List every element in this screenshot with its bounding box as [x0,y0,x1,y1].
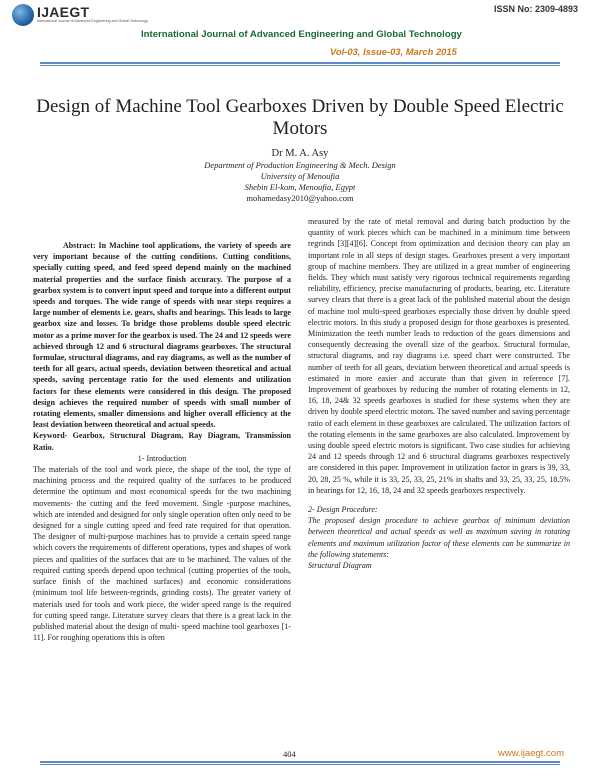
left-column [33,240,291,643]
author-university: University of Menoufia [260,171,340,181]
page-number: 404 [283,749,296,759]
structural-diagram-label: Structural Diagram [308,561,372,571]
author-email[interactable]: mohamedasy2010@yahoo.com [246,193,354,203]
author-location: Shebin El-kom, Menoufia, Egypt [244,182,356,192]
footer-divider-thin [40,764,560,765]
section-heading-design-procedure: 2- Design Procedure: [308,505,378,515]
globe-icon [12,4,34,26]
header-divider-thin [40,65,560,66]
paper-title: Design of Machine Tool Gearboxes Driven by Double Speed Electric Motors [36,96,564,139]
right-paragraph: measured by the rate of metal removal and during batch production by the quantity of work pieces which can be machined in a minimum time between regrinds [3][4][6]. Concept from optimization and decision theory can play an important role in all steps of design stages. Gearboxes present a very important group of machine members. They are utilized in a great number of engineering fields. They which must satisfy very rigorous technical requirements regarding reliability, efficiency, precise manufacturing of products, bearing, etc. Literature survey clears that there is a great lack of the published material about the design of machine tool multi-speed gearboxes especially those driven by double speed electric motors. In this study a proposed design for those gearboxes is presented. Minimization the teeth number leads to reduction of the gears dimensions and consequently decreasing the overall size of the gearbox. Structural formulae, structural diagrams, and ray diagrams i.e. speed chart were constructed. The number of teeth for all gears, deviation between theoretical and actual speeds is estimated in more easier and accurate than that given in reference [7]. Improvement of gearboxes by reducing the number of rotating elements in 12, 16, 18, 24& 32 speeds gearboxes is studied for these systems when they are driven by double speed electric motors. The saved number and saving percentage ratio of each element in these gearboxes are calculated. The utilization factors of the rotating elements in the same gearboxes are also calculated. Improvement by using double speed electric motors is significant. Two case studies for achieving 24 and 12 speeds through 12 and 6 structural diagrams gearboxes respectively are considered in this paper. Improvement in utilization factor in gears is 39, 33, 20, 28, 25 %, while it is 33, 25, 33, 25, 21% in shafts and 33, 25, 33, 25, 18.5% in bearings for 12, 16, 18, 24 and 32 speeds gearboxes respectively. [308,217,570,495]
right-column [308,216,570,571]
volume-info: Vol-03, Issue-03, March 2015 [330,46,457,57]
issn-number: ISSN No: 2309-4893 [493,4,578,14]
header-divider [40,62,560,64]
journal-logo [12,4,149,30]
footer-divider [40,761,560,763]
section-heading-introduction: 1- Introduction [137,453,187,463]
keywords: Keyword- Gearbox, Structural Diagram, Ray Diagram, Transmission Ratio. [33,431,291,452]
footer-website[interactable]: www.ijaegt.com [498,748,564,759]
introduction-text: The materials of the tool and work piece, the shape of the tool, the type of machining process and the required quality of the surfaces to be produced determine the optimum and most economical speeds for the two machining movements- the cutting and the feed movement. Single -purpose machines, which are intended and designed for only single operation often only need to be designed for a single cutting speed and feed rate required for that operation. The designer of multi-purpose machines has to provide a certain speed range which covers the requirements of different operations, types and shapes of work pieces and qualities of the surfaces that are to be machined. The values of the required cutting speeds depend upon technical (cutting properties of the tools, surface finish of the machined surfaces) and economic considerations (minimum tool life between-regrinds, grinding costs). The greater variety of materials used for tools and work piece, the wider speed range is the required for cutting speed range. Literature survey clears that there is a great lack in the published material about the design of multi- speed machine tool gearboxes [1-11]. For roughing operations this is often [33,465,291,643]
author-department: Department of Production Engineering & Mech. Design [204,160,396,170]
design-procedure-text: The proposed design procedure to achieve gearbox of minimum deviation between theoretical and actual speeds as well as maximum saving in rotating elements and maximum utilization factor of these elements can be summarize in the following statements: [308,516,570,559]
journal-name: International Journal of Advanced Engineering and Global Technology [141,29,462,40]
logo-text: IJAEGT [37,4,90,20]
logo-subtitle: International Journal of Advanced Engineering and Global Technology [37,19,149,23]
abstract: Abstract: In Machine tool applications, the variety of speeds are very important because of the cutting conditions. Cutting conditions, specially cutting speed, and feed speed depend mainly on the machined material properties and the surface finish accuracy. The purpose of a gearbox system is to convert input speed and torque into a different output speeds and torques. The wide range of speeds with near steps requires a large number of elements i.e. gears, shafts and bearings. This leads to large gearbox size and losses. To bridge those problems double speed electric motor as a prime mover for the gearbox is used. The 24 and 12 speeds were achieved through 12 and 6 structural diagrams gearboxes. The structural formulae, structural diagrams, and ray diagrams, as well as the number of teeth for all gears, actual speeds, deviation between theoretical and actual speeds, saving percentage ratio for the used elements and utilization factors for these elements were considered in this design. The proposed design achieves the required number of speeds with small number of rotating elements, smaller dimensions and higher overall efficiency at the least deviation between theoretical and actual speeds. [33,241,291,430]
author-block [150,147,450,204]
author-name: Dr M. A. Asy [271,148,329,159]
